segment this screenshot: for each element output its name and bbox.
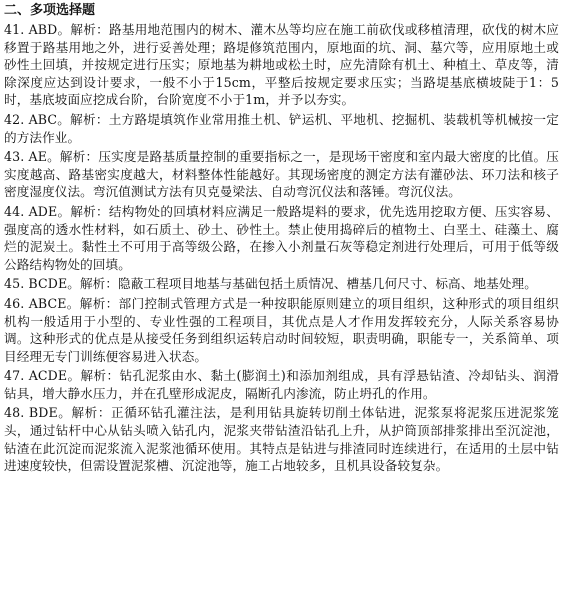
answer-item-45: 45. BCDE。解析：隐蔽工程项目地基与基础包括土质情况、槽基几何尺寸、标高、地基处理。 bbox=[4, 276, 537, 292]
answer-item-43: 43. AE。解析：压实度是路基质量控制的重要指标之一，是现场干密度和室内最大密度的比值。压实度越高、路基密实度越大，材料整体性能越好。其现场密度的测定方法有灌砂法、环刀法和核子密度湿度仪法。弯沉值测试方法有贝克曼梁法、自动弯沉仪法和落锤。弯沉仪法。 bbox=[4, 149, 559, 200]
answer-item-48: 48. BDE。解析：正循环钻孔灌注法，是利用钻具旋转切削土体钻进，泥浆泵将泥浆压进泥浆笼头，通过钻杆中心从钻头喷入钻孔内，泥浆夹带钻渣沿钻孔上升，从护筒顶部排浆排出至沉淀池，钻渣在此沉淀而泥浆流入泥浆池循环使用。其特点是钻进与排渣同时连续进行，在适用的土层中钻进速度较快，但需设置泥浆槽、沉淀池等，施工占地较多，且机具设备较复杂。 bbox=[4, 405, 559, 474]
answer-item-41: 41. ABD。解析：路基用地范围内的树木、灌木丛等均应在施工前砍伐或移植清理，砍伐的树木应移置于路基用地之外，进行妥善处理；路堤修筑范围内，原地面的坑、洞、墓穴等，应用原地土或砂性土回填，并按规定进行压实；原地基为耕地或松土时，应先清除有机土、种植土、草皮等，清除深度应达到设计要求，一般不小于15cm，平整后按规定要求压实；当路堤基底横坡陡于1：5时，基底坡面应挖成台阶，台阶宽度不小于1m，并予以夯实。 bbox=[4, 22, 559, 108]
section-title: 二、多项选择题 bbox=[4, 3, 96, 18]
answer-item-46: 46. ABCE。解析：部门控制式管理方式是一种按职能原则建立的项目组织，这种形式的项目组织机构一般适用于小型的、专业性强的工程项目，其优点是人才作用发挥较充分，人际关系容易协调。这种形式的优点是从接受任务到组织运转启动时间较短，职责明确，职能专一，关系简单、项目经理无专门训练便容易进入状态。 bbox=[4, 295, 559, 364]
answer-item-47: 47. ACDE。解析：钻孔泥浆由水、黏土(膨润土)和添加剂组成，具有浮悬钻渣、冷却钻头、润滑钻具，增大静水压力，并在孔壁形成泥皮，隔断孔内渗流，防止坍孔的作用。 bbox=[4, 368, 559, 401]
answer-item-44: 44. ADE。解析：结构物处的回填材料应满足一般路堤料的要求，优先选用挖取方便、压实容易、强度高的透水性材料，如石质土、砂土、砂性土。禁止使用捣碎后的植物土、白垩土、硅藻土、腐烂的泥炭土。黏性土不可用于高等级公路，在掺入小剂量石灰等稳定剂进行处理后，可用于低等级公路结构物处的回填。 bbox=[4, 203, 559, 272]
answer-item-42: 42. ABC。解析：土方路堤填筑作业常用推土机、铲运机、平地机、挖掘机、装载机等机械按一定的方法作业。 bbox=[4, 111, 559, 145]
